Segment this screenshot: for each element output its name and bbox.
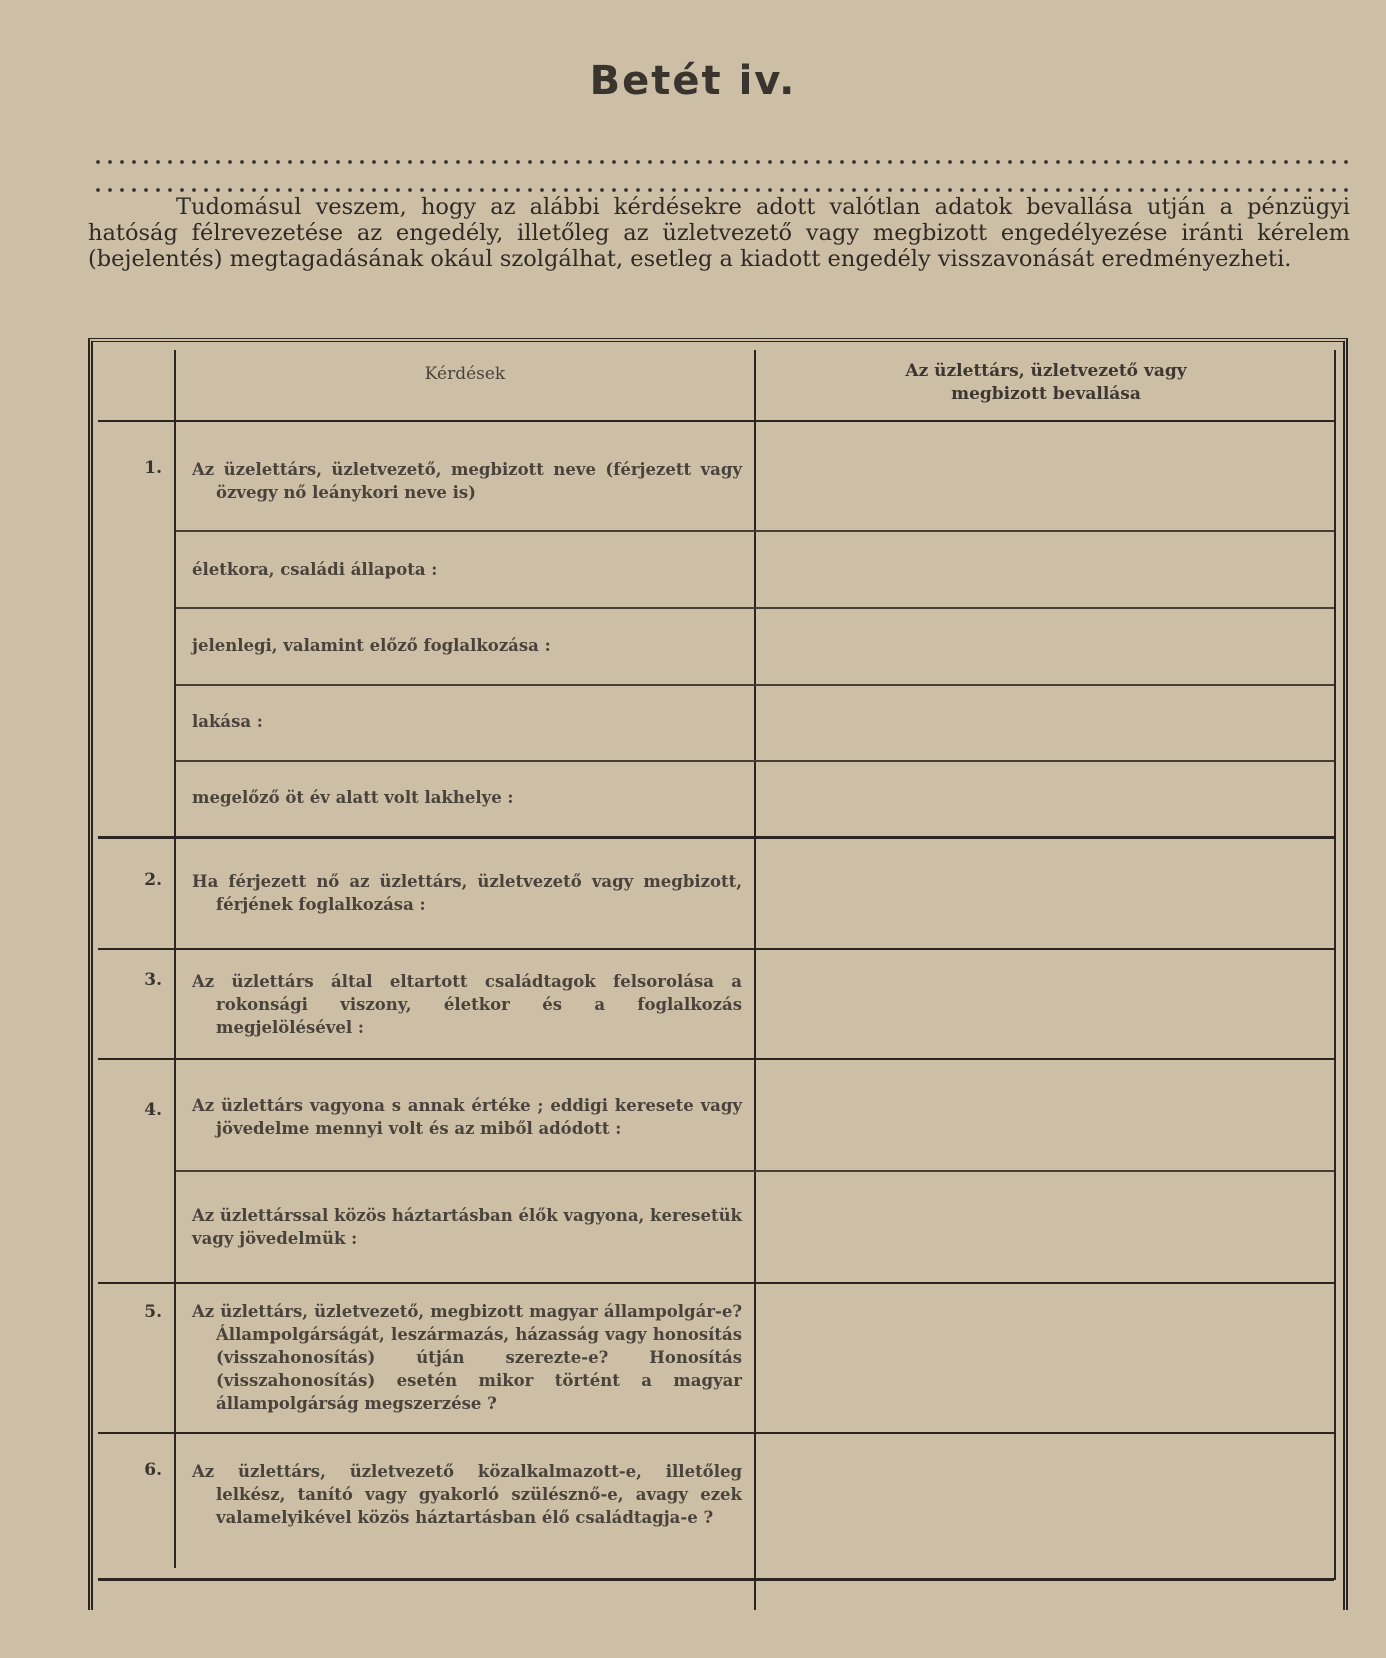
row-number-3: 3. (144, 970, 162, 990)
row-rule (176, 1170, 1334, 1172)
row-rule (176, 607, 1334, 609)
section-rule (98, 1282, 1334, 1284)
question-5-citizenship: Az üzlettárs, üzletvezető, megbizott magyar állampolgár-e? Állampolgárságát, leszármazás, házasság vagy honosítás (visszahonosítás) útján szerezte-e? Honosítás (visszahonosítás) esetén mikor történt a magyar állampolgárság megszerzése ? (192, 1302, 742, 1413)
row-rule (176, 530, 1334, 532)
row-number-1: 1. (144, 458, 162, 478)
question-3-dependants: Az üzlettárs által eltartott családtagok felsorolása a rokonsági viszony, életkor és a foglalkozás megjelölésével : (192, 972, 742, 1037)
section-rule (98, 1432, 1334, 1434)
question-1-occupation: jelenlegi, valamint előző foglalkozása : (192, 636, 551, 655)
column-divider-answer (754, 350, 756, 1610)
question-6-public-employee: Az üzlettárs, üzletvezető közalkalmazott-e, illetőleg lelkész, tanító vagy gyakorló szülésznő-e, avagy ezek valamelyikével közös háztartásban élő családtagja-e ? (192, 1462, 742, 1527)
column-divider-right (1334, 350, 1336, 1580)
question-1-age: életkora, családi állapota : (192, 560, 438, 579)
section-rule (98, 948, 1334, 950)
section-rule (98, 1058, 1334, 1060)
header-questions: Kérdések (424, 364, 506, 384)
row-rule (176, 760, 1334, 762)
row-number-6: 6. (144, 1460, 162, 1480)
row-number-2: 2. (144, 870, 162, 890)
question-2-husband: Ha férjezett nő az üzlettárs, üzletvezető vagy megbizott, férjének foglalkozása : (192, 872, 742, 914)
dotted-line-lower (92, 188, 1350, 192)
column-divider-number (174, 350, 176, 1568)
intro-statement: Tudomásul veszem, hogy az alábbi kérdésekre adott valótlan adatok bevallása utján a pénzügyi hatóság félrevezetése az engedély, illetőleg az üzletvezető vagy megbizott engedélyezése iránti kérelem (bejelentés) megtagadásának okául szolgálhat, esetleg a kiadott engedély visszavonását eredményezheti. (88, 194, 1350, 272)
header-bottom-rule (98, 420, 1334, 422)
question-1-residence: lakása : (192, 712, 263, 731)
section-rule (98, 836, 1334, 839)
section-rule (98, 1578, 1334, 1581)
form-title: Betét iv. (589, 58, 797, 104)
row-number-4: 4. (144, 1100, 162, 1120)
question-4-household-assets: Az üzlettárssal közös háztartásban élők vagyona, keresetük vagy jövedelmük : (192, 1206, 742, 1248)
header-answers-line1: Az üzlettárs, üzletvezető vagy (905, 361, 1187, 381)
question-1-name: Az üzelettárs, üzletvezető, megbizott neve (férjezett vagy özvegy nő leánykori neve is) (192, 460, 742, 502)
question-4-assets: Az üzlettárs vagyona s annak értéke ; eddigi keresete vagy jövedelme mennyi volt és az miből adódott : (192, 1096, 742, 1138)
dotted-line-upper (92, 160, 1350, 164)
header-answers (756, 360, 1336, 406)
row-number-5: 5. (144, 1302, 162, 1322)
row-rule (176, 684, 1334, 686)
question-1-prior-residence: megelőző öt év alatt volt lakhelye : (192, 788, 514, 807)
header-answers-line2: megbizott bevallása (951, 384, 1141, 404)
